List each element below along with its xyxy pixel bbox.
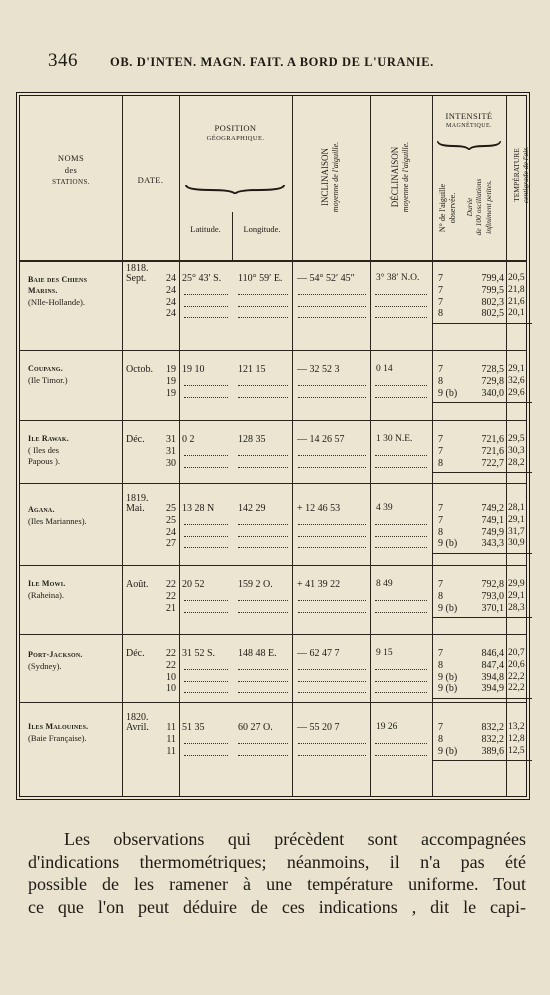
- dotted-leader: [375, 386, 427, 398]
- dotted-leader: [375, 732, 427, 744]
- oscillation-duration: 394,8: [481, 671, 504, 683]
- body-line: ce que l'on peut déduire de ces indications , dit le capi-: [28, 896, 526, 917]
- dotted-leader: [238, 444, 288, 456]
- oscillation-duration: 343,3: [481, 538, 504, 550]
- declinaison-value: 8 49: [376, 579, 393, 589]
- dotted-leader: [298, 670, 366, 682]
- needle-number: 7: [438, 296, 443, 308]
- station-name-line: Iles Malouines.: [28, 722, 89, 731]
- air-temperature: 22,2: [508, 671, 525, 682]
- needle-number: 7: [438, 434, 443, 445]
- dotted-leader: [238, 283, 288, 295]
- declinaison-value: 1 30 N.E.: [376, 434, 413, 444]
- duration-header: Durée de 100 oscillations infiniment petites.: [465, 178, 493, 236]
- latitude: 19 10: [182, 364, 205, 375]
- month: Octob.: [126, 364, 153, 375]
- longitude: 142 29: [238, 503, 266, 514]
- needle-number: 7: [438, 579, 443, 590]
- oscillation-duration: 847,4: [481, 659, 504, 671]
- oscillation-duration: 749,9: [481, 526, 504, 538]
- station-name-line: Coupang.: [28, 364, 63, 373]
- station-name-line: (Baie Française).: [28, 732, 87, 743]
- longitude: 159 2 O.: [238, 579, 273, 590]
- day: 10: [166, 671, 176, 683]
- dotted-leader: [375, 283, 427, 295]
- station-name: [28, 434, 132, 468]
- needle-number: 9 (b): [438, 683, 458, 695]
- dotted-leader: [238, 306, 288, 318]
- day: 22: [166, 648, 176, 659]
- dotted-leader: [238, 589, 288, 601]
- dotted-leader: [184, 306, 228, 318]
- air-temperature: 28,1: [508, 503, 525, 513]
- oscillation-duration: 394,9: [481, 683, 504, 695]
- dotted-leader: [375, 513, 427, 525]
- station-name-line: (Ile Timor.): [28, 374, 68, 385]
- inclinaison-header: INCLINAISON moyenne de l'aiguille.: [320, 141, 341, 213]
- station-name: [28, 505, 132, 527]
- dotted-leader: [298, 456, 366, 468]
- oscillation-duration: 802,3: [481, 296, 504, 308]
- needle-number: 8: [438, 659, 443, 671]
- month: Déc.: [126, 648, 145, 659]
- needle-number: 8: [438, 526, 443, 538]
- declinaison-value: 4 39: [376, 503, 393, 513]
- air-temperature: 21,8: [508, 284, 525, 295]
- declinaison-value: 3° 38′ N.O.: [376, 273, 420, 283]
- longitude: 60 27 O.: [238, 722, 273, 733]
- dotted-leader: [184, 295, 228, 307]
- oscillation-duration: 721,6: [481, 434, 504, 445]
- dotted-leader: [238, 670, 288, 682]
- needle-number: 7: [438, 722, 443, 733]
- body-paragraph: [28, 828, 526, 918]
- dotted-leader: [184, 513, 228, 525]
- oscillation-duration: 729,8: [481, 375, 504, 387]
- oscillation-duration: 799,4: [481, 273, 504, 284]
- station-name-line: Ile Rawak.: [28, 434, 69, 443]
- day: 24: [166, 308, 176, 320]
- oscillation-duration: 728,5: [481, 364, 504, 375]
- declinaison-value: 0 14: [376, 364, 393, 374]
- needle-number: 7: [438, 284, 443, 296]
- dotted-leader: [298, 601, 366, 613]
- longitude: 148 48 E.: [238, 648, 277, 659]
- air-temperature: 20,7: [508, 648, 525, 658]
- dotted-leader: [298, 589, 366, 601]
- date-header: DATE.: [137, 175, 164, 185]
- air-temperature: 22,2: [508, 683, 525, 694]
- day: 22: [166, 659, 176, 671]
- inclinaison-value: + 41 39 22: [297, 579, 341, 590]
- dotted-leader: [375, 456, 427, 468]
- needle-number: 9 (b): [438, 671, 458, 683]
- dotted-leader: [184, 283, 228, 295]
- latitude: 31 52 S.: [182, 648, 216, 659]
- oscillation-duration: 370,1: [481, 602, 504, 614]
- dotted-leader: [184, 589, 228, 601]
- day: 27: [166, 538, 176, 550]
- longitude: 128 35: [238, 434, 266, 445]
- dotted-leader: [184, 681, 228, 693]
- oscillation-duration: 802,5: [481, 308, 504, 320]
- air-temperature: 13,2: [508, 722, 525, 732]
- air-temperature: 28,2: [508, 457, 525, 468]
- row-rule: [432, 472, 532, 473]
- row-separator: [20, 420, 526, 421]
- row-separator: [20, 565, 526, 566]
- dotted-leader: [375, 681, 427, 693]
- needle-number: 7: [438, 273, 443, 284]
- needle-header: N° de l'aiguille observée.: [438, 183, 457, 233]
- inclinaison-value: + 12 46 53: [297, 503, 341, 514]
- air-temperature: 21,6: [508, 296, 525, 307]
- year: 1820.: [126, 712, 149, 723]
- day: 22: [166, 590, 176, 602]
- oscillation-duration: 832,2: [481, 733, 504, 745]
- intensite-header: INTENSITÉ MAGNÉTIQUE.: [445, 111, 493, 130]
- row-separator: [20, 483, 526, 484]
- row-rule: [432, 553, 532, 554]
- dotted-leader: [298, 525, 366, 537]
- row-rule: [432, 698, 532, 699]
- day: 25: [166, 514, 176, 526]
- running-title: OB. D'INTEN. MAGN. FAIT. A BORD DE L'URANIE.: [110, 55, 434, 69]
- day: 31: [166, 434, 176, 445]
- dotted-leader: [375, 374, 427, 386]
- air-temperature: 29,1: [508, 590, 525, 601]
- oscillation-duration: 846,4: [481, 648, 504, 659]
- day: 22: [166, 579, 176, 590]
- day: 11: [166, 722, 176, 733]
- station-name-line: (Raheina).: [28, 589, 65, 600]
- inclinaison-value: — 54° 52′ 45″: [297, 273, 355, 284]
- declinaison-header: DÉCLINAISON moyenne de l'aiguille.: [390, 141, 411, 213]
- air-temperature: 20,1: [508, 308, 525, 319]
- dotted-leader: [375, 295, 427, 307]
- day: 24: [166, 284, 176, 296]
- longitude-header: Longitude.: [243, 224, 281, 234]
- day: 11: [166, 745, 176, 757]
- needle-number: 9 (b): [438, 387, 458, 399]
- air-temperature: 29,5: [508, 434, 525, 444]
- oscillation-duration: 340,0: [481, 387, 504, 399]
- needle-number: 8: [438, 733, 443, 745]
- day: 19: [166, 375, 176, 387]
- needle-number: 8: [438, 375, 443, 387]
- latitude: 51 35: [182, 722, 205, 733]
- dotted-leader: [184, 374, 228, 386]
- longitude: 110° 59′ E.: [238, 273, 283, 284]
- dotted-leader: [298, 536, 366, 548]
- dotted-leader: [298, 295, 366, 307]
- station-name: [28, 364, 132, 386]
- air-temperature: 29,9: [508, 579, 525, 589]
- dotted-leader: [184, 601, 228, 613]
- air-temperature: 32,6: [508, 375, 525, 386]
- day: 19: [166, 387, 176, 399]
- latitude: 13 28 N: [182, 503, 215, 514]
- position-brace: [185, 184, 285, 194]
- row-separator: [20, 634, 526, 635]
- dotted-leader: [184, 386, 228, 398]
- dotted-leader: [298, 658, 366, 670]
- day: 24: [166, 273, 176, 284]
- dotted-leader: [238, 513, 288, 525]
- longitude: 121 15: [238, 364, 266, 375]
- dotted-leader: [238, 681, 288, 693]
- needle-number: 7: [438, 503, 443, 514]
- day: 11: [166, 733, 176, 745]
- row-rule: [432, 402, 532, 403]
- intensite-brace: [437, 140, 501, 150]
- air-temperature: 29,6: [508, 387, 525, 398]
- month: Mai.: [126, 503, 145, 514]
- row-rule: [432, 760, 532, 761]
- dotted-leader: [375, 306, 427, 318]
- station-name-line: (Iles Mariannes).: [28, 515, 87, 526]
- air-temperature: 30,9: [508, 538, 525, 549]
- oscillation-duration: 799,5: [481, 284, 504, 296]
- temperature-header: TEMPÉRATURE centigrade de l'air.: [512, 146, 531, 204]
- needle-number: 7: [438, 364, 443, 375]
- station-name: [28, 650, 132, 672]
- month: Déc.: [126, 434, 145, 445]
- dotted-leader: [298, 732, 366, 744]
- dotted-leader: [298, 306, 366, 318]
- latitude-header: Latitude.: [190, 224, 221, 234]
- dotted-leader: [238, 295, 288, 307]
- dotted-leader: [298, 386, 366, 398]
- needle-number: 9 (b): [438, 602, 458, 614]
- dotted-leader: [298, 513, 366, 525]
- air-temperature: 12,5: [508, 745, 525, 756]
- air-temperature: 29,1: [508, 364, 525, 374]
- inclinaison-value: — 32 52 3: [297, 364, 340, 375]
- oscillation-duration: 832,2: [481, 722, 504, 733]
- dotted-leader: [184, 456, 228, 468]
- dotted-leader: [238, 374, 288, 386]
- body-line: Les observations qui précèdent sont accompagnées: [64, 829, 526, 849]
- station-name-line: Marins.: [28, 285, 58, 295]
- dotted-leader: [184, 744, 228, 756]
- row-separator: [20, 702, 526, 703]
- oscillation-duration: 792,8: [481, 579, 504, 590]
- needle-number: 8: [438, 590, 443, 602]
- station-name-line: Ile Mowi.: [28, 579, 66, 588]
- station-name-line: ( Iles des: [28, 444, 60, 455]
- day: 10: [166, 683, 176, 695]
- dotted-leader: [184, 670, 228, 682]
- dotted-leader: [375, 536, 427, 548]
- dotted-leader: [375, 589, 427, 601]
- dotted-leader: [298, 283, 366, 295]
- body-line: possible de les ramener à une température uniforme. Tout: [28, 874, 526, 895]
- oscillation-duration: 749,1: [481, 514, 504, 526]
- dotted-leader: [238, 525, 288, 537]
- year: 1818.: [126, 263, 149, 274]
- inclinaison-value: — 55 20 7: [297, 722, 340, 733]
- month: Sept.: [126, 273, 147, 284]
- dotted-leader: [375, 601, 427, 613]
- position-header: POSITION GÉOGRAPHIQUE.: [206, 123, 265, 143]
- oscillation-duration: 722,7: [481, 457, 504, 469]
- inclinaison-value: — 14 26 57: [297, 434, 345, 445]
- dotted-leader: [238, 386, 288, 398]
- body-line: d'indications thermométriques; néanmoins, il n'a pas été: [28, 851, 526, 872]
- month: Avril.: [126, 722, 149, 733]
- dotted-leader: [238, 658, 288, 670]
- dotted-leader: [298, 444, 366, 456]
- needle-number: 7: [438, 445, 443, 457]
- air-temperature: 28,3: [508, 602, 525, 613]
- declinaison-value: 9 15: [376, 648, 393, 658]
- day: 31: [166, 445, 176, 457]
- dotted-leader: [238, 732, 288, 744]
- day: 21: [166, 602, 176, 614]
- station-name-line: Papous ).: [28, 456, 60, 467]
- dotted-leader: [238, 601, 288, 613]
- latitude: 25° 43′ S.: [182, 273, 222, 284]
- station-name: [28, 275, 132, 308]
- row-rule: [432, 617, 532, 618]
- oscillation-duration: 749,2: [481, 503, 504, 514]
- day: 24: [166, 296, 176, 308]
- oscillation-duration: 793,0: [481, 590, 504, 602]
- page-header: [48, 50, 490, 76]
- station-name: [28, 579, 132, 601]
- air-temperature: 12,8: [508, 733, 525, 744]
- station-name-line: (Nlle-Hollande).: [28, 296, 86, 307]
- air-temperature: 30,3: [508, 445, 525, 456]
- needle-number: 9 (b): [438, 538, 458, 550]
- dotted-leader: [184, 525, 228, 537]
- inclinaison-value: — 62 47 7: [297, 648, 340, 659]
- dotted-leader: [184, 732, 228, 744]
- dotted-leader: [238, 536, 288, 548]
- needle-number: 8: [438, 308, 443, 320]
- day: 25: [166, 503, 176, 514]
- day: 30: [166, 457, 176, 469]
- latitude: 0 2: [182, 434, 195, 445]
- dotted-leader: [184, 444, 228, 456]
- needle-number: 7: [438, 648, 443, 659]
- dotted-leader: [375, 444, 427, 456]
- stations-header: NOMS des STATIONS.: [52, 153, 90, 186]
- year: 1819.: [126, 493, 149, 504]
- station-name-line: Port-Jackson.: [28, 650, 83, 659]
- observations-table: [16, 92, 530, 800]
- day: 24: [166, 526, 176, 538]
- station-name-line: Baie des Chiens: [28, 275, 88, 284]
- dotted-leader: [184, 658, 228, 670]
- air-temperature: 20,5: [508, 273, 525, 283]
- needle-number: 9 (b): [438, 745, 458, 757]
- latitude: 20 52: [182, 579, 205, 590]
- dotted-leader: [238, 744, 288, 756]
- dotted-leader: [298, 681, 366, 693]
- row-separator: [20, 350, 526, 351]
- month: Août.: [126, 579, 149, 590]
- page-number: 346: [48, 50, 78, 71]
- air-temperature: 29,1: [508, 514, 525, 525]
- needle-number: 8: [438, 457, 443, 469]
- dotted-leader: [298, 744, 366, 756]
- oscillation-duration: 389,6: [481, 745, 504, 757]
- station-name: [28, 722, 132, 744]
- declinaison-value: 19 26: [376, 722, 398, 732]
- station-name-line: (Sydney).: [28, 660, 62, 671]
- row-rule: [432, 323, 532, 324]
- station-name-line: Agana.: [28, 505, 55, 514]
- day: 19: [166, 364, 176, 375]
- dotted-leader: [184, 536, 228, 548]
- needle-number: 7: [438, 514, 443, 526]
- dotted-leader: [375, 670, 427, 682]
- oscillation-duration: 721,6: [481, 445, 504, 457]
- dotted-leader: [375, 658, 427, 670]
- air-temperature: 20,6: [508, 659, 525, 670]
- dotted-leader: [298, 374, 366, 386]
- air-temperature: 31,7: [508, 526, 525, 537]
- dotted-leader: [375, 744, 427, 756]
- dotted-leader: [375, 525, 427, 537]
- dotted-leader: [238, 456, 288, 468]
